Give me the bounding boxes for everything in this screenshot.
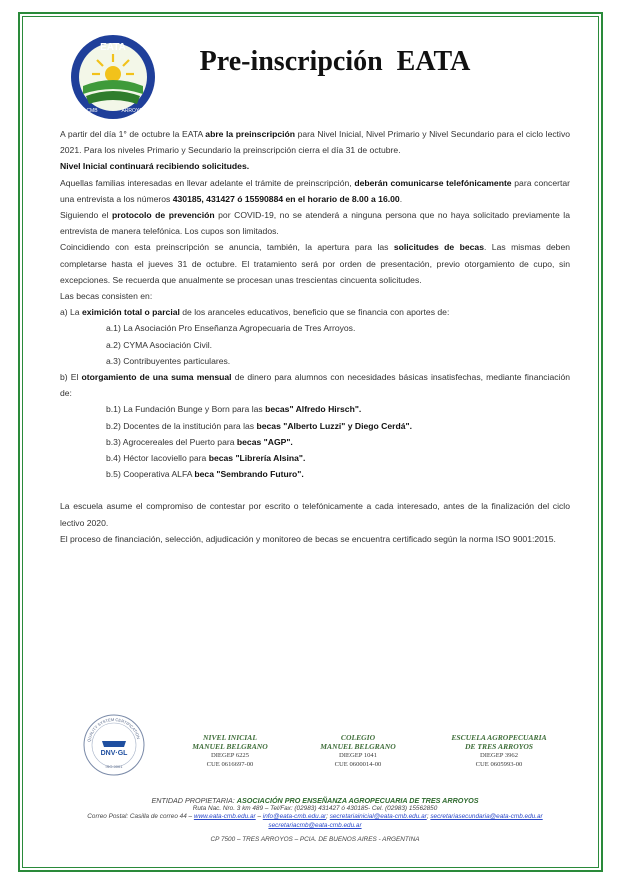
- school-colegio: [298, 733, 418, 769]
- p4-bold: solicitudes de becas: [393, 242, 484, 253]
- eata-logo: [70, 34, 156, 120]
- item-b1-bold: becas" Alfredo Hirsch".: [265, 404, 362, 415]
- p2-text-a: Aquellas familias interesadas en llevar adelante el trámite de preinscripción,: [60, 177, 355, 188]
- paragraph-inicial: [60, 158, 570, 174]
- p2-text-c: para concertar una entrevista a los números: [60, 177, 570, 204]
- school-cue: CUE 0605993-00: [475, 761, 523, 768]
- p4-text-c: . Las mismas deben completarse hasta el jueves 31 de octubre. El tratamiento será por orden de presentación, previo otorgamiento de cupo, sin excepciones. Se recuerda que anualmente se procesan unas trescientas cincuenta solicitudes.: [60, 242, 571, 285]
- logo-text: EATA: [100, 42, 126, 53]
- school-nivel-inicial: [170, 733, 290, 769]
- footer-location: CP 7500 – TRES ARROYOS – PCIA. DE BUENOS AIRES - ARGENTINA: [210, 835, 420, 843]
- item-a-text-a: a) La: [60, 307, 82, 318]
- item-b-text-c: de dinero para alumnos con necesidades básicas insatisfechas, mediante financiación de:: [60, 372, 571, 399]
- item-b3-bold: becas "AGP".: [236, 436, 293, 447]
- school-cue: CUE 0616697-00: [206, 761, 254, 768]
- footer-address: Ruta Nac. Nro. 3 km 489 – Tel/Fax: (02983) 431427 ó 430185- Cel. (02983) 15562850: [192, 805, 438, 813]
- school-code: DIEGEP 6225: [210, 752, 250, 759]
- footer-mail-line: [60, 813, 570, 821]
- website-link[interactable]: www.eata-cmb.edu.ar: [193, 813, 256, 821]
- item-a-bold: eximición total o parcial: [81, 307, 180, 318]
- school-name-line2: MANUEL BELGRANO: [192, 742, 268, 751]
- school-name-line1: ESCUELA AGROPECUARIA: [451, 733, 547, 742]
- paragraph-iso: El proceso de financiación, selección, adjudicación y monitoreo de becas se encuentra certificado según la norma ISO 9001:2015.: [60, 533, 556, 544]
- paragraph-contact: [60, 175, 570, 207]
- page-title: Pre-inscripción EATA: [199, 46, 471, 77]
- seal-iso: ISO 9001: [105, 764, 123, 769]
- item-b-text-a: b) El: [60, 372, 82, 383]
- item-b5-bold: beca "Sembrando Futuro".: [194, 469, 304, 480]
- item-a2: a.2) CYMA Asociación Civil.: [106, 339, 213, 350]
- item-b: [60, 369, 570, 401]
- mail-sep: ;: [426, 813, 431, 821]
- logo-sub-left: CMB: [86, 108, 98, 114]
- item-b3-text: b.3) Agrocereales del Puerto para: [106, 436, 237, 447]
- footer: [60, 797, 570, 844]
- item-b4-text: b.4) Héctor Iacoviello para: [106, 453, 209, 464]
- item-b4-bold: becas "Librería Alsina".: [208, 453, 306, 464]
- email-inicial-link[interactable]: secretariainicial@eata-cmb.edu.ar: [329, 813, 427, 821]
- p1-bold: abre la preinscripción: [205, 129, 295, 139]
- item-a1: a.1) La Asociación Pro Enseñanza Agropecuaria de Tres Arroyos.: [106, 323, 356, 334]
- p2-bold-phones: 430185, 431427 ó 15590884 en el horario de 8.00 a 16.00: [172, 193, 400, 204]
- school-name-line2: MANUEL BELGRANO: [320, 742, 396, 751]
- item-a-text-c: de los aranceles educativos, beneficio que se financia con aportes de:: [179, 307, 450, 318]
- mail-sep: ;: [326, 813, 330, 821]
- paragraph-intro: [60, 126, 570, 158]
- p4-text-a: Coincidiendo con esta preinscripción se anuncia, también, la apertura para las: [60, 242, 394, 253]
- p1-text-c: para Nivel Inicial, Nivel Primario y Nivel Secundario para el ciclo lectivo 2021. Para los niveles Primario y Secundario la preinscripción cierra el día 31 de octubre.: [60, 129, 571, 156]
- footer-entity: [60, 797, 570, 805]
- school-name-line2: DE TRES ARROYOS: [464, 742, 534, 751]
- school-cue: CUE 0600014-00: [334, 761, 382, 768]
- spacer: [60, 482, 570, 498]
- mail-sep: –: [255, 813, 263, 821]
- email-cmb-link[interactable]: secretariacmb@eata-cmb.edu.ar: [268, 821, 362, 829]
- logo-sub-right: ARROYOS: [121, 108, 147, 114]
- footer-mail-line2: [60, 822, 570, 830]
- p3-text-a: Siguiendo el: [60, 210, 113, 221]
- p3-text-c: por COVID-19, no se atenderá a ninguna persona que no haya solicitado previamente la entrevista de manera telefónica. Los cupos son limitados.: [60, 210, 570, 237]
- p1-text-a: A partir del día 1° de octubre la EATA: [60, 129, 206, 139]
- email-info-link[interactable]: info@eata-cmb.edu.ar: [262, 813, 327, 821]
- email-secundaria-link[interactable]: secretariasecundaria@eata-cmb.edu.ar: [430, 813, 543, 821]
- seal-ring-text: QUALITY SYSTEM CERTIFICATION: [86, 716, 142, 743]
- dnv-gl-certification-seal: [82, 713, 146, 777]
- item-b3: [60, 434, 570, 450]
- p2-text-e: .: [399, 193, 403, 204]
- p3-bold: protocolo de prevención: [112, 210, 215, 221]
- paragraph-protocol: [60, 207, 570, 239]
- item-a3: a.3) Contribuyentes particulares.: [106, 355, 231, 366]
- item-b5: [60, 466, 570, 482]
- school-code: DIEGEP 1041: [338, 752, 378, 759]
- paragraph-becas: [60, 239, 570, 288]
- school-escuela-agropecuaria: [424, 733, 574, 769]
- p1-bold-inicial: Nivel Inicial continuará recibiendo solicitudes.: [60, 161, 250, 172]
- p2-bold-b: deberán comunicarse telefónicamente: [354, 177, 512, 188]
- entity-name: ASOCIACIÓN PRO ENSEÑANZA AGROPECUARIA DE TRES ARROYOS: [236, 796, 479, 805]
- item-b-bold: otorgamiento de una suma mensual: [81, 372, 232, 383]
- document-body: [60, 126, 570, 547]
- item-b2-bold: becas "Alberto Luzzi" y Diego Cerdá".: [256, 420, 412, 431]
- school-code: DIEGEP 3962: [479, 752, 519, 759]
- item-b4: [60, 450, 570, 466]
- item-b2-text: b.2) Docentes de la institución para las: [106, 420, 257, 431]
- item-b1-text: b.1) La Fundación Bunge y Born para las: [106, 404, 266, 415]
- entity-label: ENTIDAD PROPIETARIA:: [151, 796, 237, 805]
- item-b2: [60, 418, 570, 434]
- item-b5-text: b.5) Cooperativa ALFA: [106, 469, 195, 480]
- school-name-line1: NIVEL INICIAL: [203, 733, 257, 742]
- paragraph-commitment: La escuela asume el compromiso de contestar por escrito o telefónicamente a cada interesado, antes de la finalización del ciclo lectivo 2020.: [60, 501, 570, 528]
- seal-brand: DNV·GL: [100, 750, 128, 757]
- item-a: [60, 304, 570, 320]
- mail-prefix: Correo Postal: Casilla de correo 44 –: [87, 813, 194, 821]
- paragraph-becas-list-intro: Las becas consisten en:: [60, 291, 153, 302]
- item-b1: [60, 401, 570, 417]
- school-name-line1: COLEGIO: [340, 733, 376, 742]
